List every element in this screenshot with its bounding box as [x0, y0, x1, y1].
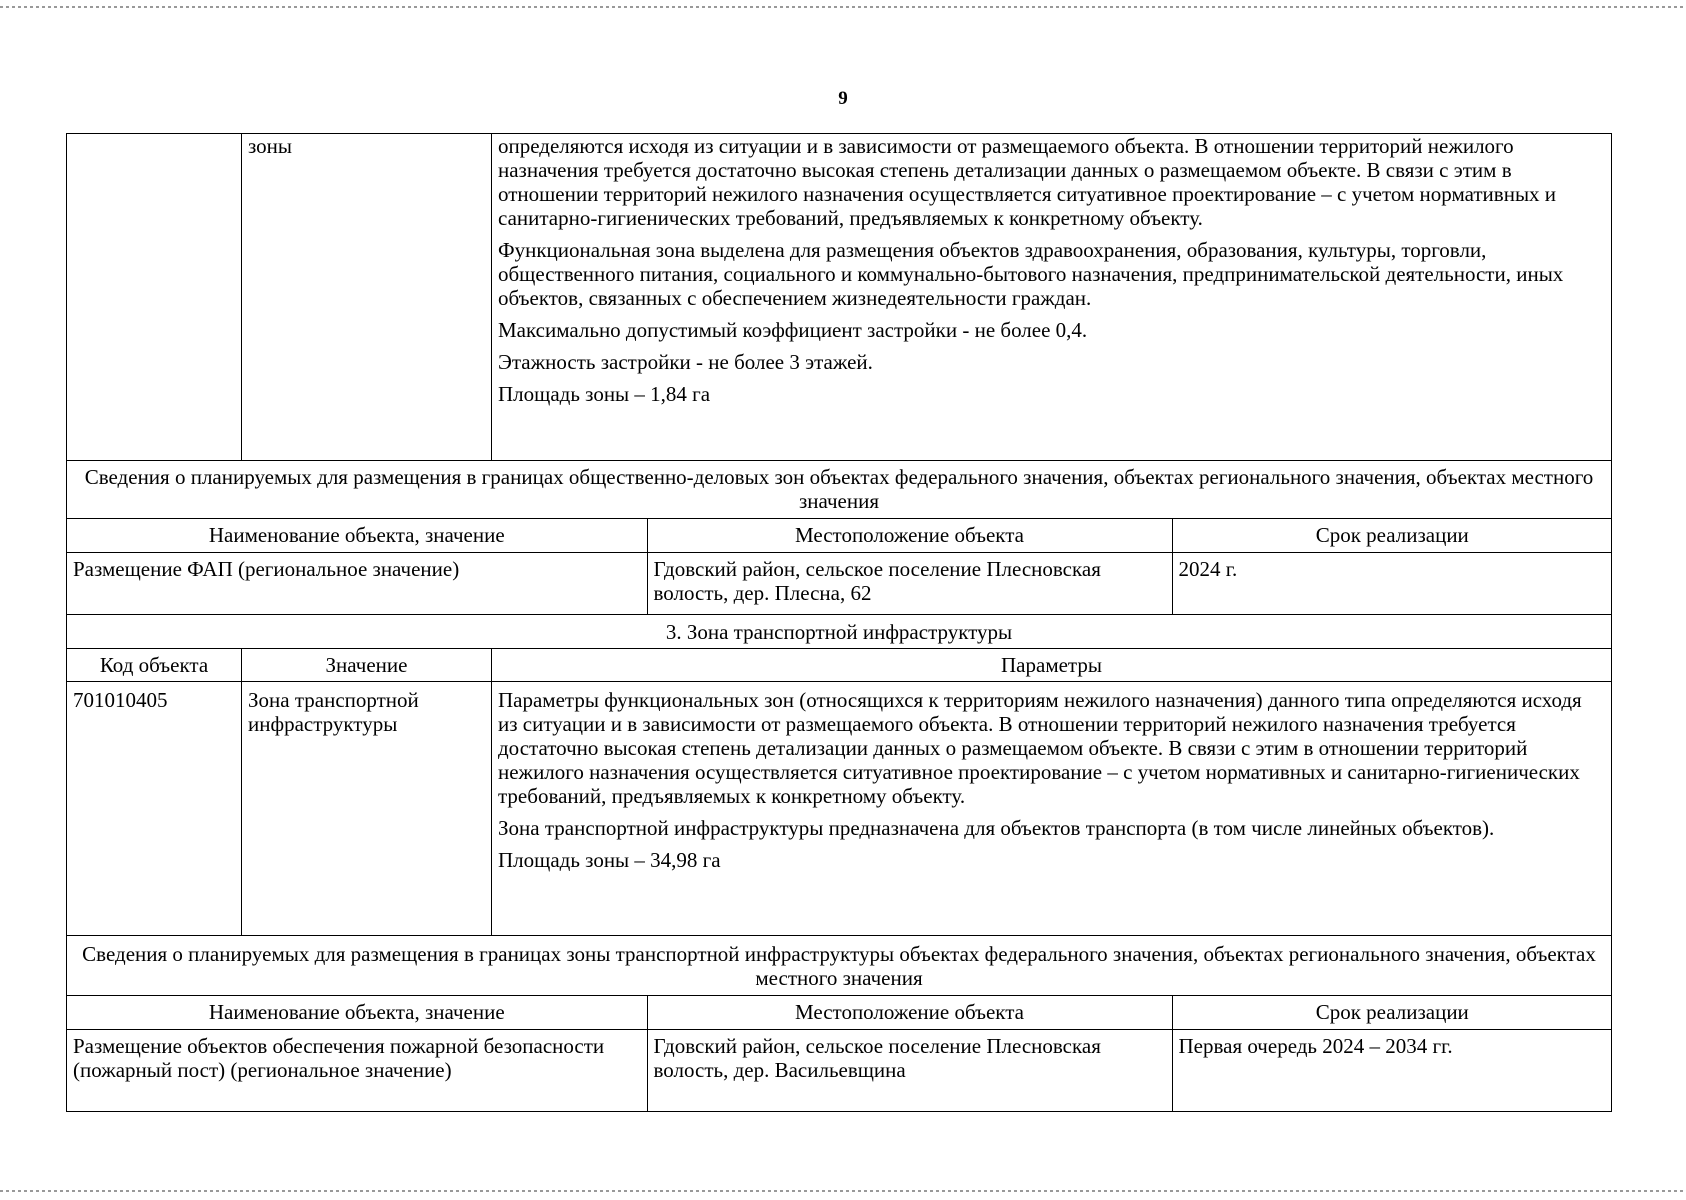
object-location: Гдовский район, сельское поселение Плесновская волость, дер. Васильевщина [647, 1029, 1172, 1111]
object-location: Гдовский район, сельское поселение Плесновская волость, дер. Плесна, 62 [647, 552, 1172, 614]
column-header: Местоположение объекта [647, 996, 1172, 1029]
object-name: Размещение ФАП (региональное значение) [67, 552, 647, 614]
column-header: Значение [242, 649, 492, 682]
planned-objects-title-row [67, 461, 1612, 519]
object-name: Размещение объектов обеспечения пожарной безопасности (пожарный пост) (региональное значение) [67, 1029, 647, 1111]
planned-objects-title: Сведения о планируемых для размещения в границах общественно-деловых зон объектах федерального значения, объектах регионального значения, объектах местного значения [67, 461, 1612, 519]
column-header: Параметры [492, 649, 1612, 682]
zones-table [66, 133, 1612, 1112]
planned-objects-table [67, 996, 1612, 1111]
planned-objects-table [67, 519, 1612, 614]
scan-edge-bottom [0, 1190, 1686, 1192]
planned-objects-block [67, 519, 1612, 615]
param-text: Максимально допустимый коэффициент застройки - не более 0,4. [498, 318, 1088, 342]
zone-row-continued [67, 134, 1612, 461]
value-cell: зоны [242, 134, 492, 461]
column-header: Срок реализации [1172, 519, 1612, 552]
column-header: Наименование объекта, значение [208, 1000, 505, 1025]
param-text: Зона транспортной инфраструктуры предназначена для объектов транспорта (в том числе линейных объектов). [498, 816, 1495, 840]
zone-value: Зона транспортной инфраструктуры [242, 682, 492, 936]
param-text: определяются исходя из ситуации и в зависимости от размещаемого объекта. В отношении территорий нежилого назначения требуется достаточно высокая степень детализации данных о размещаемом объекте. В связи с этим в отношении территорий нежилого назначения осуществляется ситуативное проектирование – с учетом нормативных и санитарно-гигиенических требований, предъявляемых к конкретному объекту. [498, 134, 1557, 230]
column-header: Наименование объекта, значение [208, 523, 505, 548]
column-header: Срок реализации [1172, 996, 1612, 1029]
planned-objects-title: Сведения о планируемых для размещения в границах зоны транспортной инфраструктуры объектах федерального значения, объектах регионального значения, объектах местного значения [67, 936, 1612, 996]
planned-objects-title-row [67, 936, 1612, 996]
object-term: Первая очередь 2024 – 2034 гг. [1172, 1029, 1612, 1111]
params-cell [492, 134, 1612, 461]
param-text: Площадь зоны – 34,98 га [498, 848, 721, 872]
zone-row [67, 682, 1612, 936]
object-term: 2024 г. [1172, 552, 1612, 614]
zone-header-row [67, 649, 1612, 682]
planned-objects-header [67, 519, 1612, 552]
table-row [67, 552, 1612, 614]
zone-title-row [67, 615, 1612, 649]
param-text: Параметры функциональных зон (относящихся к территориям нежилого назначения) данного типа определяются исходя из ситуации и в зависимости от размещаемого объекта. В отношении территорий нежилого назначения требуется достаточно высокая степень детализации данных о размещаемом объекте. В связи с этим в отношении территорий нежилого назначения осуществляется ситуативное проектирование – с учетом нормативных и санитарно-гигиенических требований, предъявляемых к конкретному объекту. [498, 688, 1582, 808]
table-row [67, 1029, 1612, 1111]
param-text: Функциональная зона выделена для размещения объектов здравоохранения, образования, культуры, торговли, общественного питания, социального и коммунально-бытового назначения, предпринимательской деятельности, иных объектов, связанных с обеспечением жизнедеятельности граждан. [498, 238, 1564, 310]
zone-title: 3. Зона транспортной инфраструктуры [67, 615, 1612, 649]
page-number: 9 [838, 88, 848, 109]
params-cell [492, 682, 1612, 936]
object-code: 701010405 [67, 682, 242, 936]
planned-objects-block [67, 996, 1612, 1112]
code-cell-empty [67, 134, 242, 461]
column-header: Код объекта [67, 649, 242, 682]
column-header: Местоположение объекта [647, 519, 1172, 552]
scan-edge-top [0, 6, 1686, 8]
planned-objects-header [67, 996, 1612, 1029]
param-text: Площадь зоны – 1,84 га [498, 382, 711, 406]
param-text: Этажность застройки - не более 3 этажей. [498, 350, 873, 374]
